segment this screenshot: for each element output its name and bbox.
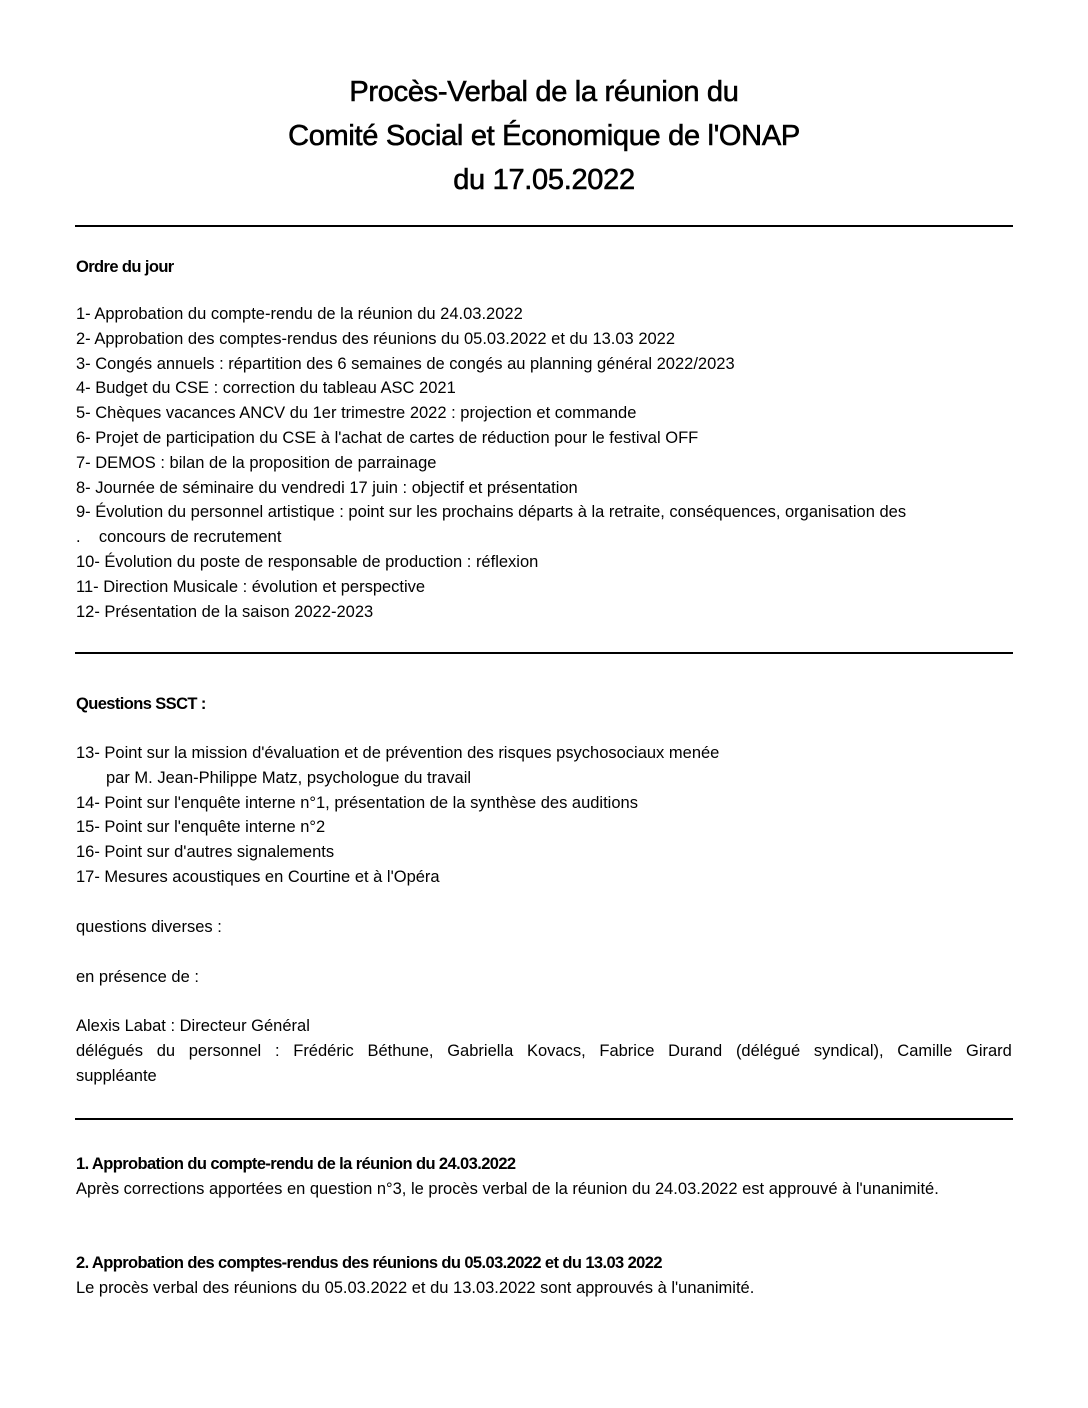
ssct-item: 15- Point sur l'enquête interne n°2 [76,818,326,837]
word: Durand [668,1042,723,1060]
agenda-item: 4- Budget du CSE : correction du tableau ASC 2021 [76,379,456,398]
document-title [0,70,1088,202]
delegates-line-2: suppléante [76,1067,157,1085]
ssct-item: 17- Mesures acoustiques en Courtine et à l'Opéra [76,867,440,886]
agenda-item: 5- Chèques vacances ANCV du 1er trimestre 2022 : projection et commande [76,404,637,423]
word: Girard [966,1042,1012,1060]
word: Fabrice [599,1042,655,1060]
section-1-title: 1. Approbation du compte-rendu de la réunion du 24.03.2022 [76,1155,516,1173]
agenda-item: 2- Approbation des comptes-rendus des réunions du 05.03.2022 et du 13.03 2022 [76,329,676,348]
questions-diverses: questions diverses : [76,918,222,936]
agenda-item-continuation: . concours de recrutement [76,528,282,547]
agenda-item: 1- Approbation du compte-rendu de la réunion du 24.03.2022 [76,305,523,323]
ssct-item: 16- Point sur d'autres signalements [76,843,335,862]
agenda-item: 6- Projet de participation du CSE à l'achat de cartes de réduction pour le festival OFF [76,428,699,447]
agenda-item: 8- Journée de séminaire du vendredi 17 juin : objectif et présentation [76,478,578,497]
agenda-item: 3- Congés annuels : répartition des 6 semaines de congés au planning général 2022/2023 [76,354,735,373]
word: syndical), [813,1042,884,1060]
presence-label: en présence de : [76,968,199,986]
agenda-item: 12- Présentation de la saison 2022-2023 [76,602,374,621]
word: Camille [897,1042,953,1060]
ssct-heading: Questions SSCT : [76,695,206,713]
section-1 [76,1152,1012,1202]
agenda-item: 11- Direction Musicale : évolution et perspective [76,577,426,596]
word: Béthune, [367,1042,434,1060]
section-2 [76,1251,1012,1301]
director-line: Alexis Labat : Directeur Général [76,1017,310,1035]
word: : [274,1042,280,1060]
agenda-item: 10- Évolution du poste de responsable de production : réflexion [76,552,539,571]
word: délégués [76,1042,143,1060]
word: (délégué [735,1042,801,1060]
divider-rule [75,225,1013,227]
word: du [156,1042,176,1060]
ssct-item: 13- Point sur la mission d'évaluation et de prévention des risques psychosociaux menée [76,744,720,762]
title-line-3: du 17.05.2022 [453,164,635,196]
agenda-heading: Ordre du jour [76,258,174,276]
agenda-list [76,302,906,624]
title-line-2: Comité Social et Économique de l'ONAP [288,120,800,152]
word: personnel [188,1042,262,1060]
word: Frédéric [293,1042,354,1060]
ssct-item: 14- Point sur l'enquête interne n°1, présentation de la synthèse des auditions [76,793,638,812]
section-2-title: 2. Approbation des comptes-rendus des réunions du 05.03.2022 et du 13.03 2022 [76,1254,662,1272]
word: Gabriella [447,1042,514,1060]
divider-rule [75,1118,1013,1120]
section-1-body: Après corrections apportées en question n°3, le procès verbal de la réunion du 24.03.2022 est approuvé à l'unanimité. [76,1179,939,1198]
delegates-line [76,1039,1012,1064]
agenda-item: 9- Évolution du personnel artistique : point sur les prochains départs à la retraite, conséquences, organisation des [76,503,907,522]
word: Kovacs, [526,1042,586,1060]
title-line-1: Procès-Verbal de la réunion du [349,76,739,108]
section-2-body: Le procès verbal des réunions du 05.03.2022 et du 13.03.2022 sont approuvés à l'unanimité. [76,1278,755,1297]
agenda-item: 7- DEMOS : bilan de la proposition de parrainage [76,453,437,472]
divider-rule [75,652,1013,654]
ssct-list [76,741,719,890]
ssct-item-continuation: par M. Jean-Philippe Matz, psychologue du travail [106,768,472,787]
